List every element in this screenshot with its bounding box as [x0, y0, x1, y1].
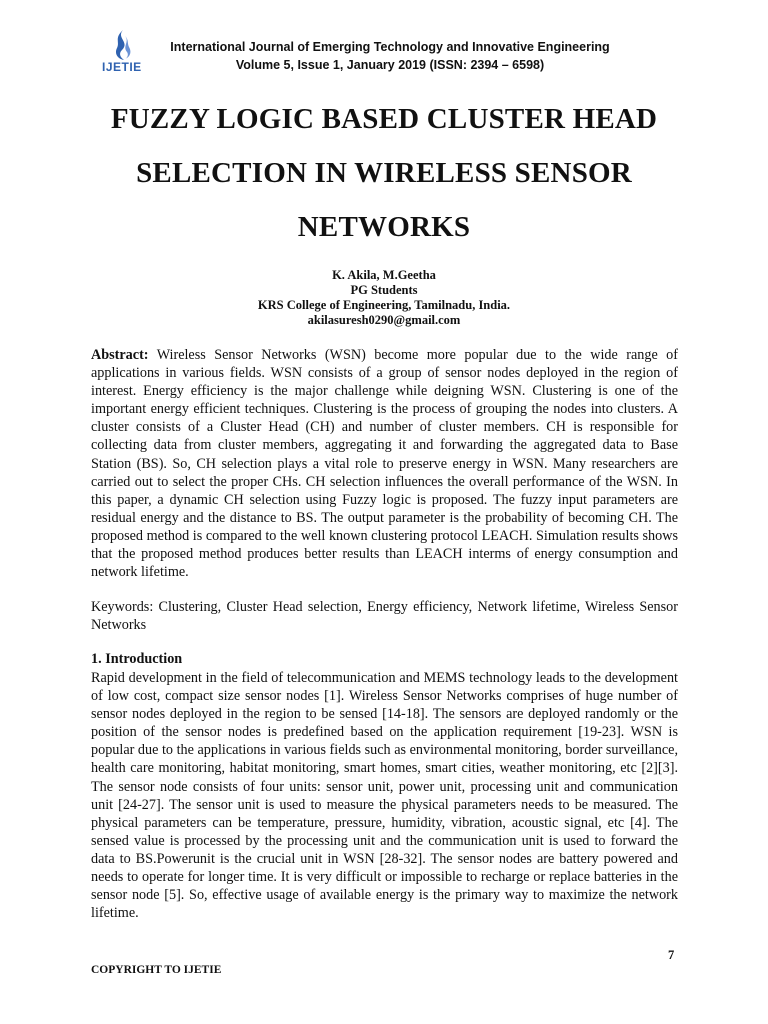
- logo-text: IJETIE: [102, 60, 142, 74]
- title-line-2: SELECTION IN WIRELESS SENSOR: [136, 157, 632, 189]
- paper-title: [60, 92, 708, 254]
- journal-volume: Volume 5, Issue 1, January 2019 (ISSN: 2394 – 6598): [235, 58, 545, 72]
- author-role: PG Students: [350, 283, 418, 297]
- author-block: [120, 268, 648, 328]
- journal-info: [150, 38, 630, 74]
- title-line-3: NETWORKS: [297, 211, 471, 243]
- abstract-label: Abstract:: [91, 347, 149, 363]
- author-names: K. Akila, M.Geetha: [332, 268, 436, 282]
- abstract-text: Wireless Sensor Networks (WSN) become more popular due to the wide range of applications in various fields. WSN consists of a group of sensor nodes deployed in the region of interest. Energy efficiency is the major challenge while deigning WSN. Clustering is one of the important energy efficient techniques. Clustering is the process of grouping the nodes into clusters. A cluster consists of a Cluster Head (CH) and number of cluster members. CH is responsible for collecting data from cluster members, aggregating it and forwarding the aggregated data to Base Station (BS). So, CH selection plays a vital role to preserve energy in WSN. Many researchers are carried out to select the proper CHs. CH selection influences the overall performance of the WSN. In this paper, a dynamic CH selection using Fuzzy logic is proposed. The fuzzy input parameters are residual energy and the distance to BS. The output parameter is the probability of becoming CH. The proposed method is compared to the well known clustering protocol LEACH. Simulation results shows that the proposed method produces better results than LEACH interms of energy consumption and network lifetime.: [91, 347, 678, 581]
- journal-header: [100, 28, 700, 78]
- page-number: 7: [668, 948, 675, 962]
- flame-logo-icon: [110, 28, 136, 62]
- introduction-heading: 1. Introduction: [91, 651, 183, 667]
- journal-logo: [100, 28, 148, 76]
- keywords-paragraph: Keywords: Clustering, Cluster Head selection, Energy efficiency, Network lifetime, Wireless Sensor Networks: [91, 599, 678, 634]
- introduction-paragraph: Rapid development in the field of telecommunication and MEMS technology leads to the development of low cost, compact size sensor nodes [1]. Wireless Sensor Networks comprises of huge number of sensor nodes deployed in the region to be sensed [14-18]. The sensors are deployed randomly or the position of the sensor nodes is predefined based on the application requirement [19-23]. WSN is popular due to the applications in various fields such as environmental monitoring, border surveillance, health care monitoring, habitat monitoring, smart homes, smart cities, weather monitoring, etc [2][3]. The sensor node consists of four units: sensor unit, power unit, processing unit and communication unit [24-27]. The sensor unit is used to measure the physical parameters needs to be measured. The physical parameters can be temperature, pressure, humidity, vibration, acoustic signal, etc [4]. The sensed value is processed by the processing unit and the communication unit is used to forward the data to BS.Powerunit is the crucial unit in WSN [28-32]. The sensor nodes are battery powered and needs to operate for longer time. It is very difficult or impossible to recharge or replace batteries in the sensor node [5]. So, effective usage of available energy is the primary way to maximize the network lifetime.: [91, 670, 678, 922]
- author-affiliation: KRS College of Engineering, Tamilnadu, India.: [257, 298, 511, 312]
- author-email: akilasuresh0290@gmail.com: [307, 313, 461, 327]
- title-line-1: FUZZY LOGIC BASED CLUSTER HEAD: [110, 103, 658, 135]
- abstract-paragraph: [91, 346, 678, 581]
- copyright-footer: COPYRIGHT TO IJETIE: [91, 964, 222, 976]
- journal-name: International Journal of Emerging Technology and Innovative Engineering: [170, 40, 610, 54]
